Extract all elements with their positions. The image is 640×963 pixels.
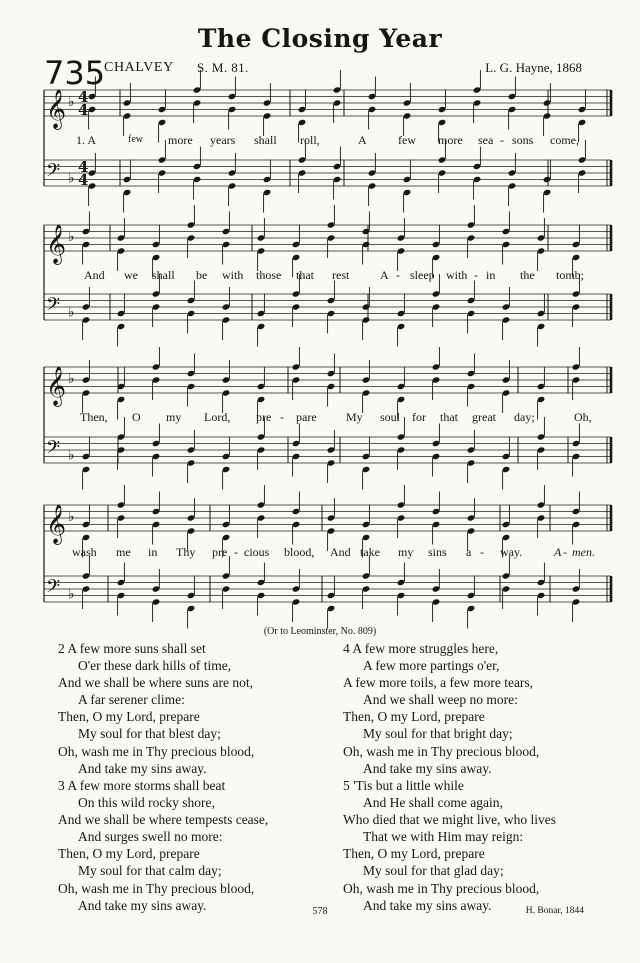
lyric-syllable: that xyxy=(440,410,458,424)
lyric-syllable: soul xyxy=(380,410,401,424)
lyric-syllable: pare xyxy=(296,410,317,424)
lyric-syllable: be xyxy=(196,268,208,282)
lyric-syllable: men. xyxy=(572,545,595,559)
lyric-syllable: take xyxy=(360,545,380,559)
lyric-syllable: - xyxy=(280,410,284,424)
verse-2: 2 A few more suns shall set O'er these dark hills of time, And we shall be where suns are not, A far serener clime: Then, O my Lord, prepare My soul for that blest day; Oh, wash me in Thy precious blood, And take my sins away. xyxy=(58,641,255,776)
lyric-syllable: shall xyxy=(152,268,175,282)
text-author-credit: H. Bonar, 1844 xyxy=(525,906,584,916)
lyric-syllable: - xyxy=(480,545,484,559)
key-signature-flat-icon: ♭ xyxy=(68,371,75,387)
lyric-syllable: with xyxy=(222,268,244,282)
verse-number: 4 xyxy=(343,641,350,656)
lyric-syllable: - xyxy=(500,133,504,147)
lyric-syllable: in xyxy=(148,545,158,559)
lyric-syllable: - xyxy=(474,268,478,282)
lyric-syllable: great xyxy=(472,410,496,424)
verse-number: 3 xyxy=(58,778,65,793)
lyric-syllable: a xyxy=(466,545,472,559)
lyric-syllable: tomb; xyxy=(556,268,585,282)
lyric-syllable: rest xyxy=(332,268,350,282)
time-signature: 4 xyxy=(78,101,89,119)
lyric-syllable: wash xyxy=(72,545,97,559)
lyric-syllable: Oh, xyxy=(574,410,592,424)
time-signature: 4 xyxy=(78,88,89,106)
lyric-syllable: more xyxy=(168,133,193,147)
lyric-syllable: - xyxy=(396,268,400,282)
lyric-syllable: with xyxy=(446,268,468,282)
verse-5: 5 'Tis but a little while And He shall come again, Who died that we might live, who lives That we with Him may reign: Then, O my Lord, prepare My soul for that glad day; Oh, wash me in Thy precious blood, And take my sins away. xyxy=(343,778,556,913)
key-signature-flat-icon: ♭ xyxy=(68,170,75,187)
lyric-syllable: way. xyxy=(500,545,523,559)
lyric-syllable: O xyxy=(132,410,141,424)
composer-credit: L. G. Hayne, 1868 xyxy=(485,60,582,75)
lyric-syllable: blood, xyxy=(284,545,315,559)
verse-number: 5 xyxy=(343,778,350,793)
lyric-syllable: few xyxy=(398,133,416,147)
lyric-syllable: shall xyxy=(254,133,277,147)
lyric-syllable: And xyxy=(84,268,105,282)
lyric-syllable: more xyxy=(438,133,463,147)
lyric-syllable: pre xyxy=(212,545,228,559)
lyric-syllable: A xyxy=(358,133,367,147)
lyric-syllable: my xyxy=(166,410,182,424)
lyric-syllable: sons xyxy=(512,133,534,147)
lyric-syllable: - xyxy=(563,545,567,559)
lyric-syllable: few xyxy=(128,134,143,145)
lyric-syllable: roll, xyxy=(300,133,320,147)
key-signature-flat-icon: ♭ xyxy=(68,447,75,464)
alternate-tune-note: (Or to Leominster, No. 809) xyxy=(263,626,377,637)
key-signature-flat-icon: ♭ xyxy=(68,586,75,603)
lyric-syllable: we xyxy=(124,268,138,282)
key-signature-flat-icon: ♭ xyxy=(68,304,75,321)
lyric-syllable: day; xyxy=(514,410,535,424)
treble-clef-icon: 𝄞 xyxy=(46,89,67,129)
treble-clef-icon: 𝄞 xyxy=(46,504,67,544)
key-signature-flat-icon: ♭ xyxy=(68,509,75,525)
bass-clef-icon: 𝄢 xyxy=(46,437,61,463)
page-number: 578 xyxy=(312,906,328,917)
treble-clef-icon: 𝄞 xyxy=(46,224,67,264)
lyric-syllable: come, xyxy=(550,133,579,147)
lyric-syllable: me xyxy=(116,545,131,559)
lyric-syllable: sea xyxy=(478,133,494,147)
lyric-syllable: Lord, xyxy=(204,410,231,424)
bass-clef-icon: 𝄢 xyxy=(46,576,61,602)
time-signature: 4 xyxy=(78,158,89,176)
lyric-syllable: sins xyxy=(428,545,447,559)
meter: S. M. 81. xyxy=(197,60,249,75)
lyric-syllable: My xyxy=(346,410,363,424)
lyric-syllable: years xyxy=(210,133,236,147)
treble-clef-icon: 𝄞 xyxy=(46,366,67,406)
verse-4: 4 A few more struggles here, A few more partings o'er, A few more toils, a few more tears, And we shall weep no more: Then, O my Lord, prepare My soul for that bright day; Oh, wash me in Thy precious blood, And take my sins away. xyxy=(343,641,540,776)
lyric-syllable: for xyxy=(412,410,426,424)
lyric-syllable: And xyxy=(330,545,351,559)
lyric-syllable: my xyxy=(398,545,414,559)
bass-clef-icon: 𝄢 xyxy=(46,160,61,186)
verse-number: 2 xyxy=(58,641,65,656)
key-signature-flat-icon: ♭ xyxy=(68,94,75,110)
lyric-syllable: sleep xyxy=(410,268,435,282)
key-signature-flat-icon: ♭ xyxy=(68,229,75,245)
lyric-syllable: pre xyxy=(256,410,272,424)
lyric-syllable: that xyxy=(296,268,314,282)
lyric-syllable: - xyxy=(234,545,238,559)
lyric-syllable: those xyxy=(256,268,282,282)
lyric-syllable: the xyxy=(520,268,535,282)
lyric-syllable: Then, xyxy=(80,410,108,424)
verse-3: 3 A few more storms shall beat On this wild rocky shore, And we shall be where tempests cease, And surges swell no more: Then, O my Lord, prepare My soul for that calm day; Oh, wash me in Thy precious blood, And take my sins away. xyxy=(58,778,269,913)
lyric-syllable: 1. A xyxy=(76,133,97,147)
lyric-syllable: A xyxy=(554,545,562,559)
lyric-syllable: in xyxy=(486,268,496,282)
time-signature: 4 xyxy=(78,171,89,189)
lyric-syllable: cious xyxy=(244,545,270,559)
bass-clef-icon: 𝄢 xyxy=(46,294,61,320)
hymn-number: 735 xyxy=(44,54,106,92)
hymn-title: The Closing Year xyxy=(197,24,443,53)
tune-name: CHALVEY xyxy=(104,60,174,75)
lyric-syllable: A xyxy=(380,268,389,282)
lyric-syllable: Thy xyxy=(176,545,196,559)
